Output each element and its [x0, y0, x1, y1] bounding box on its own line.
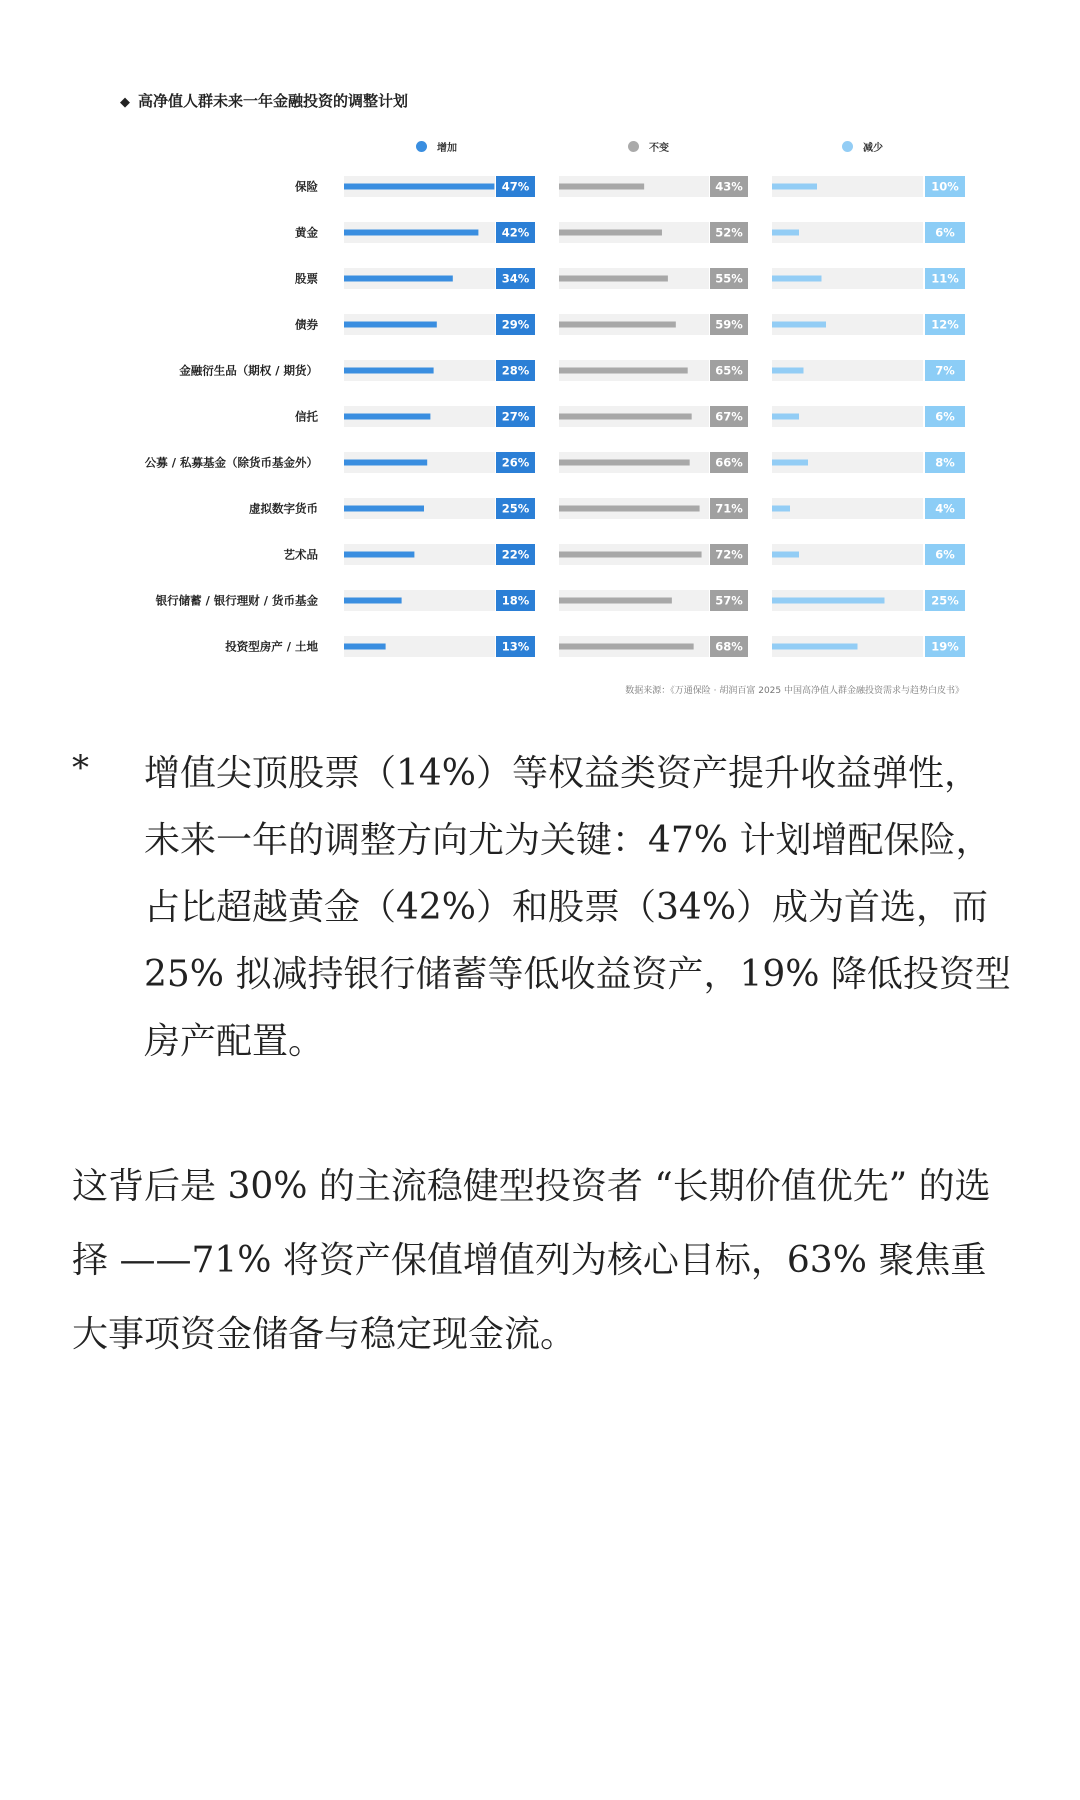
value-label: 28%	[501, 363, 530, 378]
bar-increase	[344, 644, 386, 650]
chart-figure	[0, 0, 1080, 720]
legend-label-unchanged: 不变	[649, 143, 669, 154]
category-label: 艺术品	[283, 547, 318, 562]
value-label: 67%	[715, 409, 743, 424]
category-label: 保险	[295, 179, 318, 194]
value-label: 4%	[935, 501, 955, 516]
bar-decrease	[772, 552, 799, 558]
value-label: 6%	[935, 547, 955, 562]
bar-unchanged	[559, 276, 668, 282]
category-label: 投资型房产 / 土地	[225, 639, 318, 654]
bar-decrease	[772, 460, 808, 466]
legend-label-increase: 增加	[437, 143, 457, 154]
value-label: 68%	[715, 639, 743, 654]
value-label: 71%	[715, 501, 743, 516]
bar-increase	[344, 552, 414, 558]
value-label: 59%	[715, 317, 743, 332]
chart-title-text: 高净值人群未来一年金融投资的调整计划	[138, 92, 409, 110]
value-label: 22%	[501, 547, 530, 562]
bar-decrease	[772, 230, 799, 236]
diamond-icon: ◆	[120, 95, 130, 110]
category-label: 金融衍生品（期权 / 期货）	[179, 363, 318, 378]
value-label: 18%	[501, 593, 530, 608]
bar-increase	[344, 322, 437, 328]
value-label: 52%	[715, 225, 743, 240]
bar-increase	[344, 368, 434, 374]
value-label: 29%	[501, 317, 530, 332]
bar-decrease	[772, 276, 822, 282]
value-label: 26%	[501, 455, 530, 470]
bar-increase	[344, 506, 424, 512]
value-label: 12%	[931, 317, 959, 332]
bar-increase	[344, 230, 478, 236]
bar-unchanged	[559, 644, 694, 650]
bar-decrease	[772, 644, 858, 650]
value-label: 42%	[501, 225, 530, 240]
category-label: 虚拟数字货币	[249, 501, 318, 516]
bar-unchanged	[559, 368, 688, 374]
bar-decrease	[772, 322, 826, 328]
category-label: 股票	[295, 271, 318, 286]
value-label: 19%	[931, 639, 959, 654]
bar-unchanged	[559, 598, 672, 604]
value-label: 57%	[715, 593, 743, 608]
value-label: 43%	[715, 179, 743, 194]
category-label: 公募 / 私募基金（除货币基金外）	[144, 455, 318, 470]
bar-unchanged	[559, 230, 662, 236]
value-label: 72%	[715, 547, 743, 562]
bar-increase	[344, 598, 402, 604]
bar-unchanged	[559, 506, 700, 512]
value-label: 13%	[501, 639, 530, 654]
value-label: 25%	[501, 501, 530, 516]
bar-unchanged	[559, 322, 676, 328]
value-label: 7%	[935, 363, 955, 378]
category-label: 银行储蓄 / 银行理财 / 货币基金	[155, 593, 318, 608]
value-label: 6%	[935, 225, 955, 240]
bar-increase	[344, 460, 427, 466]
value-label: 8%	[935, 455, 955, 470]
category-label: 信托	[295, 409, 318, 424]
bar-decrease	[772, 506, 790, 512]
bullet-text: 增值尖顶股票（14%）等权益类资产提升收益弹性，未来一年的调整方向尤为关键：47% 计划增配保险，占比超越黄金（42%）和股票（34%）成为首选，而 25% 拟减持银行储蓄等低收益资产，19% 降低投资型房产配置。	[144, 753, 1011, 1062]
bar-unchanged	[559, 184, 644, 190]
value-label: 10%	[931, 179, 959, 194]
value-label: 47%	[501, 179, 530, 194]
bar-decrease	[772, 184, 817, 190]
value-label: 66%	[715, 455, 743, 470]
bar-decrease	[772, 368, 804, 374]
bar-increase	[344, 184, 494, 190]
category-label: 债券	[295, 317, 318, 332]
bar-decrease	[772, 414, 799, 420]
bar-track	[772, 498, 923, 519]
value-label: 11%	[931, 271, 959, 286]
bar-increase	[344, 276, 453, 282]
legend-label-decrease: 减少	[863, 143, 883, 154]
chart-source: 数据来源：《万通保险 · 胡润百富 2025 中国高净值人群金融投资需求与趋势白皮书》	[625, 686, 964, 696]
bar-unchanged	[559, 414, 692, 420]
value-label: 34%	[501, 271, 530, 286]
value-label: 55%	[715, 271, 743, 286]
paragraph-text: 这背后是 30% 的主流稳健型投资者 “长期价值优先” 的选择 ——71% 将资产保值增值列为核心目标，63% 聚焦重大事项资金储备与稳定现金流。	[72, 1166, 991, 1355]
bar-increase	[344, 414, 430, 420]
value-label: 27%	[501, 409, 530, 424]
value-label: 65%	[715, 363, 743, 378]
bar-decrease	[772, 598, 885, 604]
category-label: 黄金	[295, 225, 318, 240]
chart-svg	[0, 0, 1080, 700]
bar-unchanged	[559, 552, 702, 558]
value-label: 25%	[931, 593, 959, 608]
bar-unchanged	[559, 460, 690, 466]
value-label: 6%	[935, 409, 955, 424]
bullet-mark: *	[72, 748, 89, 788]
